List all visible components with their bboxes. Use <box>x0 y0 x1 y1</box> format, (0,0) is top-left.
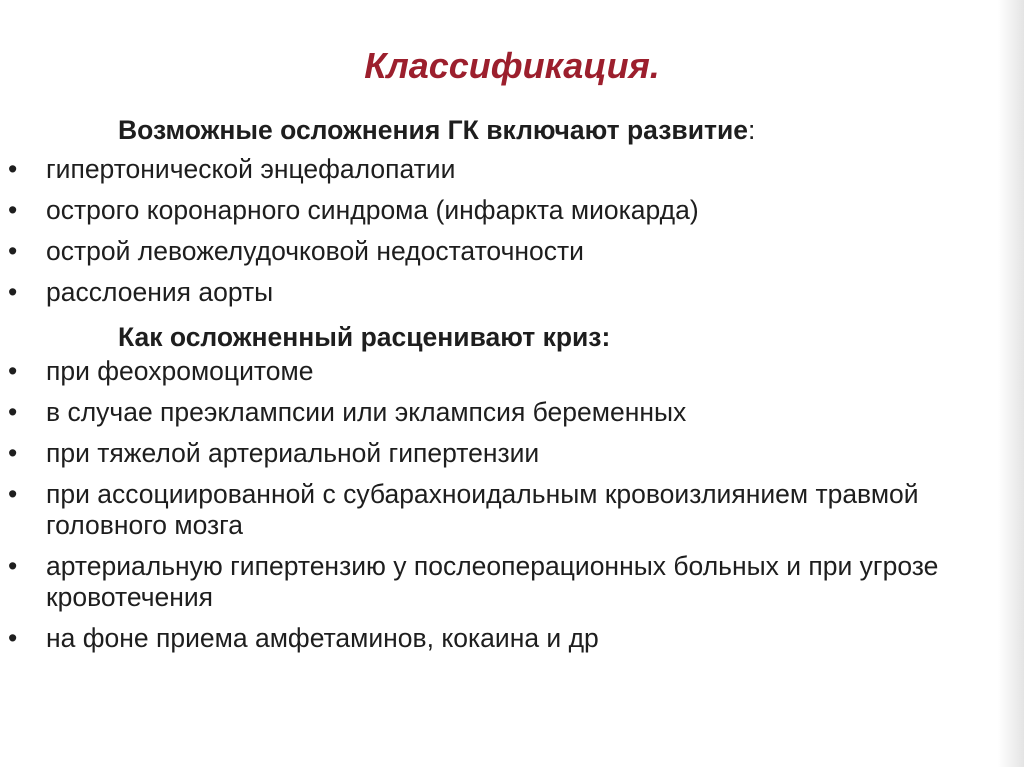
list-item <box>8 479 1008 541</box>
complicated-crisis-list <box>8 356 1008 654</box>
complicated-crisis-heading: Как осложненный расценивают криз: <box>118 322 611 352</box>
list-item <box>8 623 1008 654</box>
complications-heading-colon: : <box>748 115 756 145</box>
list-item-text: артериальную гипертензию у послеоперационных больных и при угрозе кровотечения <box>46 551 939 612</box>
list-item-text: на фоне приема амфетаминов, кокаина и др <box>46 623 599 653</box>
list-item <box>8 551 1008 613</box>
bullet-icon: • <box>8 154 18 184</box>
list-item-text: острой левожелудочковой недостаточности <box>46 236 584 266</box>
list-item-text: острого коронарного синдрома (инфаркта миокарда) <box>46 195 699 225</box>
list-item <box>8 154 1008 185</box>
list-item-text: в случае преэклампсии или эклампсия беременных <box>46 397 687 427</box>
slide-content <box>8 110 1008 664</box>
bullet-icon: • <box>8 277 18 307</box>
list-item <box>8 277 1008 308</box>
list-item <box>8 356 1008 387</box>
bullet-icon: • <box>8 479 18 509</box>
complications-heading-text: Возможные осложнения ГК включают развитие <box>118 115 748 145</box>
bullet-icon: • <box>8 623 18 653</box>
list-item <box>8 236 1008 267</box>
list-item <box>8 195 1008 226</box>
bullet-icon: • <box>8 438 18 468</box>
bullet-icon: • <box>8 356 18 386</box>
list-item-text: при тяжелой артериальной гипертензии <box>46 438 540 468</box>
slide-title: Классификация. <box>364 45 660 86</box>
complications-heading <box>8 110 1008 154</box>
list-item <box>8 438 1008 469</box>
bullet-icon: • <box>8 236 18 266</box>
bullet-icon: • <box>8 551 18 581</box>
list-item <box>8 397 1008 428</box>
bullet-icon: • <box>8 195 18 225</box>
list-item-text: гипертонической энцефалопатии <box>46 154 456 184</box>
list-item-text: при феохромоцитоме <box>46 356 314 386</box>
list-item-text: расслоения аорты <box>46 277 274 307</box>
complications-list <box>8 154 1008 308</box>
bullet-icon: • <box>8 397 18 427</box>
list-item-text: при ассоциированной с субарахноидальным кровоизлиянием травмой головного мозга <box>46 479 919 540</box>
